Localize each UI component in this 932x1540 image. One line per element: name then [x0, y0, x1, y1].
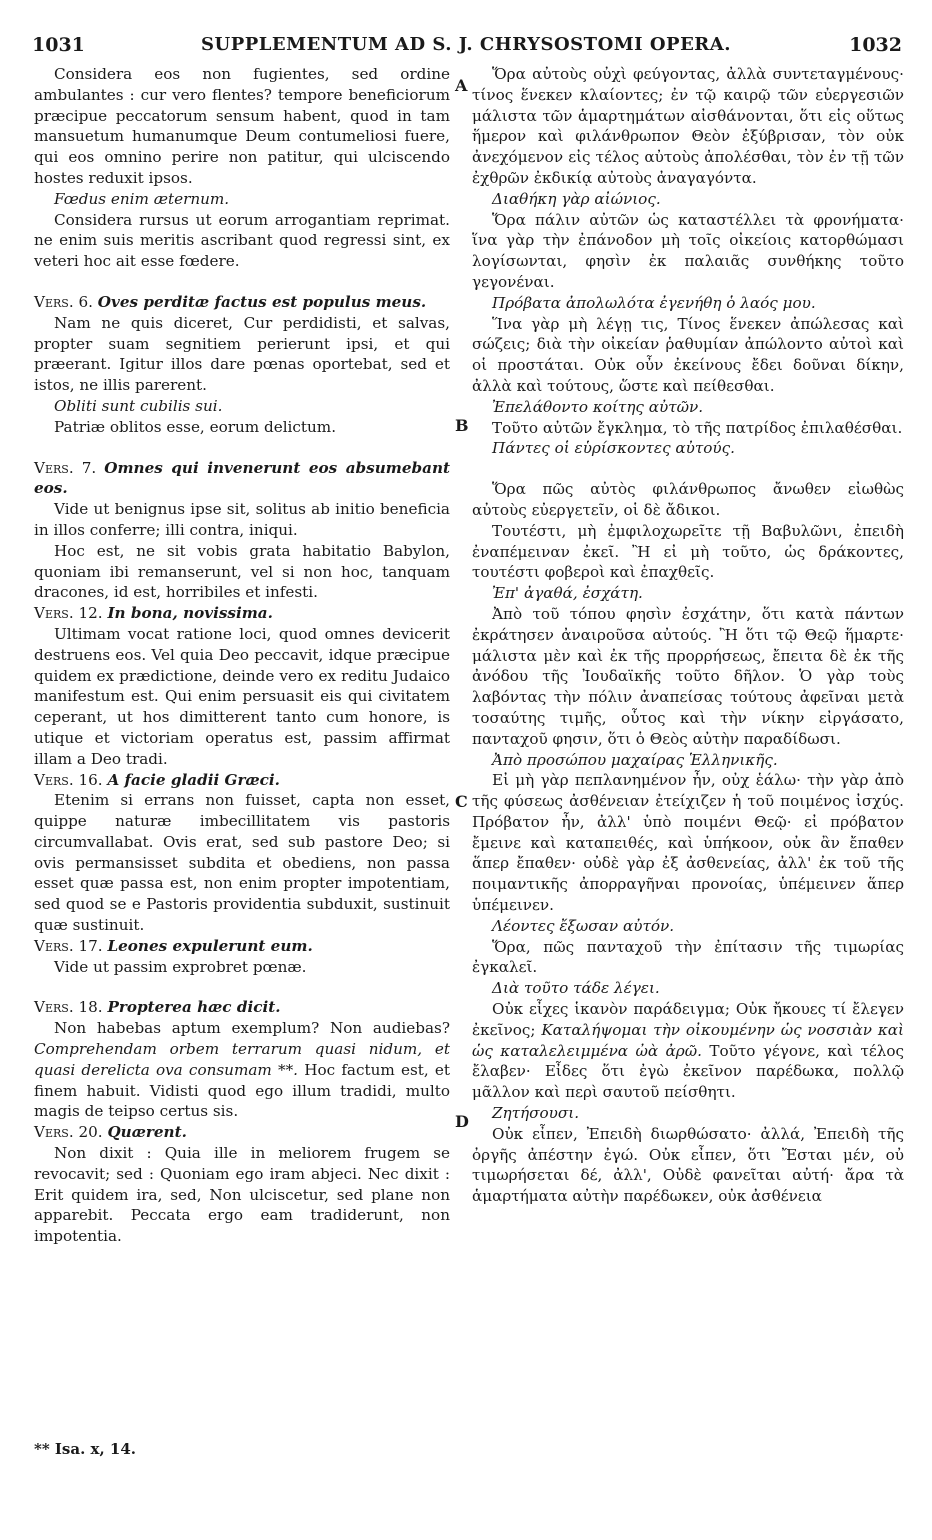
latin-paragraph: Hoc est, ne sit vobis grata habitatio Babylon, quoniam ibi remanserunt, vel si non hoc, tanquam dracones, id est, horribiles et infesti.	[34, 541, 450, 602]
greek-paragraph: Εἰ μὴ γὰρ πεπλανημένον ἦν, οὐχ ἑάλω· τὴν γὰρ ἀπὸ τῆς φύσεως ἀσθένειαν ἐτείχιζεν ἡ τοῦ ποιμένος ἰσχύς. Πρόβατον ἦν, ἀλλ' ὑπὸ ποιμένι Θεῷ· εἰ πρόβατον ἔμεινε καὶ καταπειθές, καὶ ὑπήκοον, οὐκ ἂν ἔπαθεν ἅπερ ἔπαθεν· οὐδὲ γὰρ ἐξ ἀσθενείας, ἀλλ' ἐκ τοῦ τῆς ποιμαντικῆς ἀπορραγῆναι προνοίας, ὑπέμεινεν ἅπερ ὑπέμεινεν.	[472, 771, 904, 915]
verse-heading: Vers. 16. A facie gladii Græci.	[34, 770, 280, 789]
verse-heading: Vers. 7. Omnes qui invenerunt eos absumebant eos.	[34, 458, 450, 498]
latin-paragraph: Vide ut benignus ipse sit, solitus ab initio beneficia in illos conferre; illi contra, iniqui.	[34, 500, 450, 539]
latin-paragraph: Non dixit : Quia ille in meliorem frugem se revocavit; sed : Quoniam ego iram abjeci. Nec dixit : Erit quidem ira, sed, Non ulciscetur, sed plane non apparebit. Peccata ergo eam tradiderunt, non impotentia.	[34, 1144, 450, 1246]
margin-letter-c: C	[455, 792, 468, 811]
latin-lemma: Obliti sunt cubilis sui.	[54, 396, 223, 415]
verse-heading: Vers. 12. In bona, novissima.	[34, 604, 273, 623]
latin-paragraph: Patriæ oblitos esse, eorum delictum.	[54, 417, 337, 436]
latin-paragraph: Ultimam vocat ratione loci, quod omnes devicerit destruens eos. Vel quia Deo peccavit, idque præcipue quidem ex prædictione, deinde vero ex reditu Judaico manifestum est. Qui enim persuasit eis qui civitatem ceperant, ut hos dimitterent tanto cum honore, is utique et victoriam operatus est, passim affirmat illam a Deo tradi.	[34, 624, 450, 768]
greek-paragraph: Ὅρα, πῶς πανταχοῦ τὴν ἐπίτασιν τῆς τιμωρίας ἐγκαλεῖ.	[472, 937, 904, 977]
greek-lemma: Λέοντες ἔξωσαν αὐτόν.	[492, 916, 675, 935]
greek-column	[472, 64, 904, 1207]
latin-paragraph: Considera rursus ut eorum arrogantiam reprimat. ne enim suis meritis ascribant quod regressi sint, ex veteri hoc ait esse fœdere.	[34, 210, 450, 271]
latin-paragraph: Non habebas aptum exemplum? Non audiebas? Comprehendam orbem terrarum quasi nidum, et quasi derelicta ova consumam **. Hoc factum est, et finem habuit. Vidisti quod ego illum tradidi, multo magis de teipso certus sis.	[34, 1019, 450, 1121]
latin-paragraph: Considera eos non fugientes, sed ordine ambulantes : cur vero flentes? tempore beneficiorum præcipue peccatorum sensum habent, quod in tam mansuetum humanumque Deum contumeliosi fuere, qui eos omnino perire non patitur, qui ulciscendo hostes reduxit ipsos.	[34, 65, 450, 187]
greek-lemma: Πάντες οἱ εὑρίσκοντες αὐτούς.	[492, 439, 735, 458]
running-title: SUPPLEMENTUM AD S. J. CHRYSOSTOMI OPERA.	[201, 34, 731, 55]
page-number-right: 1032	[849, 34, 902, 56]
greek-paragraph: Ὅρα αὐτοὺς οὐχὶ φεύγοντας, ἀλλὰ συντεταγμένους· τίνος ἕνεκεν κλαίοντες; ἐν τῷ καιρῷ τῶν εὐεργεσιῶν μάλιστα τῶν ἁμαρτημάτων αἰσθάνονται, ὅτι εἰς οὕτως ἥμερον καὶ φιλάνθρωπον Θεὸν ἐξύβρισαν, τὸν οὐκ ἀνεχόμενον εἰς τέλος αὐτοὺς ἀπολέσθαι, τὸν ἐν τῇ τῶν ἐχθρῶν ἐκδικίᾳ αὐτοὺς ἀναγαγόντα.	[472, 65, 904, 187]
greek-paragraph: Ὅρα πῶς αὐτὸς φιλάνθρωπος ἄνωθεν εἰωθὼς αὐτοὺς εὐεργετεῖν, οἱ δὲ ἄδικοι.	[472, 480, 904, 519]
latin-paragraph: Etenim si errans non fuisset, capta non esset, quippe naturæ imbecillitatem vis pastoris circumvallabat. Ovis erat, sed sub pastore Deo; si ovis permansisset subdita et obediens, non passa esset quæ passa est, non enim propter impotentiam, sed quod se e Pastoris providentia subduxit, sustinuit quæ sustinuit.	[34, 791, 450, 935]
greek-paragraph: Οὐκ εἶπεν, Ἐπειδὴ διωρθώσατο· ἀλλά, Ἐπειδὴ τῆς ὀργῆς ἀπέστην ἐγώ. Οὐκ εἶπεν, ὅτι Ἔσται μέν, οὐ τιμωρήσεται δέ, ἀλλ', Οὐδὲ φανεῖται αὐτή· ἄρα τὰ ἁμαρτήματα αὐτὴν παρέδωκεν, οὐκ ἀσθένεια	[472, 1124, 904, 1206]
margin-letter-d: D	[455, 1112, 469, 1131]
greek-lemma: Πρόβατα ἀπολωλότα ἐγενήθη ὁ λαός μου.	[492, 293, 816, 312]
greek-paragraph: Ἀπὸ τοῦ τόπου φησὶν ἐσχάτην, ὅτι κατὰ πάντων ἐκράτησεν ἀναιροῦσα αὐτούς. Ἢ ὅτι τῷ Θεῷ ἥμαρτε· μάλιστα μὲν καὶ ἐκ τῆς προρρήσεως, ἔπειτα δὲ ἐκ τῆς ἀνόδου τῆς Ἰουδαϊκῆς τοῦτο δῆλον. Ὁ γὰρ τοὺς λαβόντας τὴν πόλιν ἀναπείσας τούτους ἀφεῖναι μετὰ τοσαύτης τιμῆς, οὗτος καὶ τὴν νίκην εἰργάσατο, πανταχοῦ φησιν, ὅτι ὁ Θεὸς αὐτὴν παραδίδωσι.	[472, 604, 904, 748]
greek-lemma: Ἀπὸ προσώπου μαχαίρας Ἑλληνικῆς.	[492, 750, 778, 769]
latin-column	[34, 64, 450, 1247]
verse-heading: Vers. 6. Oves perditæ factus est populus meus.	[34, 292, 427, 311]
greek-paragraph: Τουτέστι, μὴ ἐμφιλοχωρεῖτε τῇ Βαβυλῶνι, ἐπειδὴ ἐναπέμειναν ἐκεῖ. Ἢ εἰ μὴ τοῦτο, ὡς δράκοντες, τουτέστι φοβεροὶ καὶ ἐπαχθεῖς.	[472, 521, 904, 582]
verse-heading: Vers. 18. Propterea hæc dicit.	[34, 998, 281, 1017]
greek-lemma: Ζητήσουσι.	[492, 1104, 580, 1123]
greek-paragraph: Ὅρα πάλιν αὐτῶν ὡς καταστέλλει τὰ φρονήματα· ἵνα γὰρ τὴν ἐπάνοδον μὴ τοῖς οἰκείοις κατορθώμασι λογίσωνται, φησὶν ἐκ παλαιᾶς συνθήκης τοῦτο γεγονέναι.	[472, 210, 904, 291]
margin-letter-a: A	[455, 76, 468, 95]
greek-paragraph: Οὐκ εἶχες ἱκανὸν παράδειγμα; Οὐκ ἤκουες τί ἔλεγεν ἐκεῖνος; Καταλήψομαι τὴν οἰκουμένην ὡς νοσσιὰν καὶ ὡς καταλελειμμένα ὠὰ ἀρῶ. Τοῦτο γέγονε, καὶ τέλος ἔλαβεν· Εἶδες ὅτι ἐγὼ ἐκεῖνον παρέδωκα, πολλῷ μᾶλλον καὶ περὶ σαυτοῦ πείσθητι.	[472, 1000, 904, 1102]
latin-paragraph: Nam ne quis diceret, Cur perdidisti, et salvas, propter suam segnitiem perierunt ipsi, et qui præerant. Igitur illos dare pœnas oportebat, sed et istos, ne illis parerent.	[34, 313, 450, 395]
footnote: ** Isa. x, 14.	[34, 1440, 137, 1458]
greek-lemma: Διαθήκη γὰρ αἰώνιος.	[492, 189, 661, 208]
running-header	[0, 34, 932, 58]
verse-heading: Vers. 17. Leones expulerunt eum.	[34, 936, 313, 955]
greek-lemma: Διὰ τοῦτο τάδε λέγει.	[492, 979, 660, 998]
greek-lemma: Ἐπελάθοντο κοίτης αὐτῶν.	[492, 397, 704, 416]
margin-letter-b: B	[455, 416, 469, 435]
greek-lemma: Ἐπ' ἀγαθά, ἐσχάτη.	[492, 584, 643, 603]
latin-paragraph: Vide ut passim exprobret pœnæ.	[54, 957, 307, 976]
page-number-left: 1031	[32, 34, 85, 56]
verse-heading: Vers. 20. Quærent.	[34, 1123, 187, 1142]
greek-paragraph: Τοῦτο αὐτῶν ἔγκλημα, τὸ τῆς πατρίδος ἐπιλαθέσθαι.	[492, 418, 903, 437]
greek-paragraph: Ἵνα γὰρ μὴ λέγῃ τις, Τίνος ἕνεκεν ἀπώλεσας καὶ σώζεις; διὰ τὴν οἰκείαν ῥαθυμίαν ἀπώλοντο αὐτοὶ καὶ οἱ προστάται. Οὐκ οὖν ἐκείνους ἔδει δοῦναι δίκην, ἀλλὰ καὶ τούτους, ὥστε καὶ πείθεσθαι.	[472, 314, 904, 395]
latin-lemma: Fœdus enim æternum.	[54, 189, 230, 208]
